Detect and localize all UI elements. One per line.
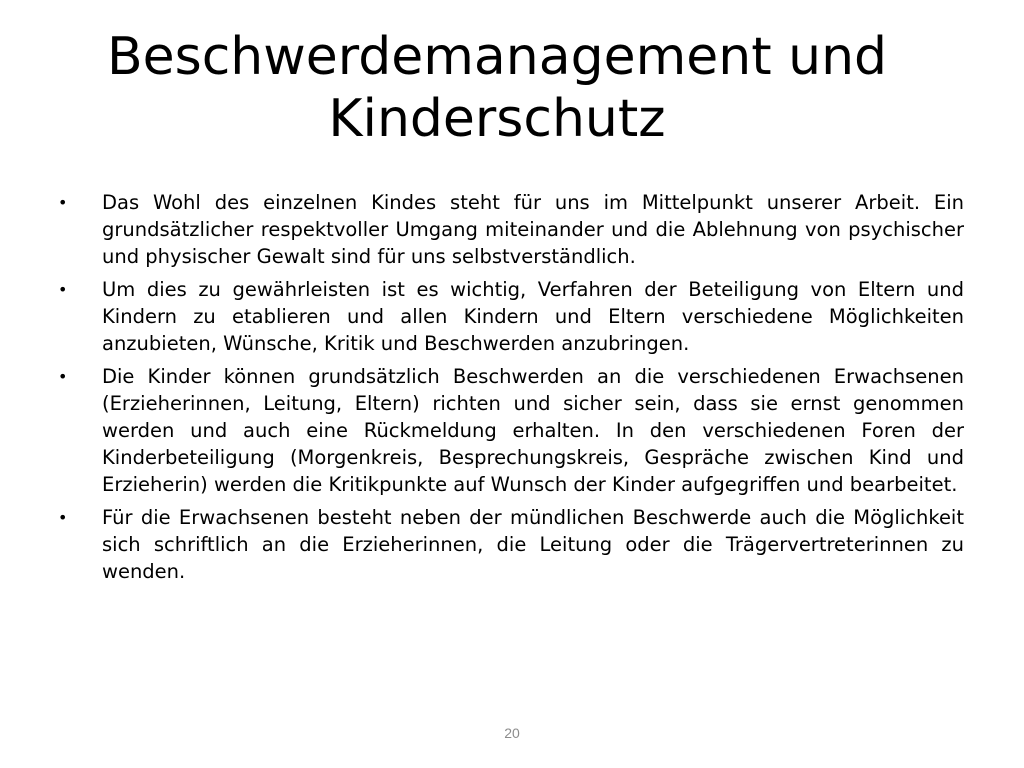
bullet-text: Um dies zu gewährleisten ist es wichtig, Verfahren der Beteiligung von Eltern und Kindern zu etablieren und allen Kindern und Eltern verschiedene Möglichkeiten anzubieten, Wünsche, Kritik und Beschwerden anzubringen. [102, 278, 964, 355]
page-number: 20 [504, 725, 520, 741]
bullet-icon: • [58, 367, 68, 386]
bullet-item-wohl-des-kindes [58, 189, 964, 270]
bullet-text: Für die Erwachsenen besteht neben der mündlichen Beschwerde auch die Möglichkeit sich schriftlich an die Erzieherinnen, die Leitung oder die Trägervertreterinnen zu wenden. [102, 506, 964, 583]
bullet-text: Die Kinder können grundsätzlich Beschwerden an die verschiedenen Erwachsenen (Erzieherinnen, Leitung, Eltern) richten und sicher sein, dass sie ernst genommen werden und auch eine Rückmeldung erhalten. In den verschiedenen Foren der Kinderbeteiligung (Morgenkreis, Besprechungskreis, Gespräche zwischen Kind und Erzieherin) werden die Kritikpunkte auf Wunsch der Kinder aufgegriffen und bearbeitet. [102, 365, 964, 496]
bullet-item-beschwerden-erwachsene [58, 504, 964, 585]
slide-title-line-2: Kinderschutz [328, 89, 666, 149]
bullet-item-beteiligung [58, 276, 964, 357]
slide-title [40, 26, 954, 150]
bullet-icon: • [58, 280, 68, 299]
bullet-icon: • [58, 508, 68, 527]
bullet-item-beschwerden-kinder [58, 363, 964, 498]
slide-title-line-1: Beschwerdemanagement und [106, 27, 888, 87]
bullet-icon: • [58, 193, 68, 212]
bullet-list [58, 189, 964, 591]
bullet-text: Das Wohl des einzelnen Kindes steht für uns im Mittelpunkt unserer Arbeit. Ein grundsätzlicher respektvoller Umgang miteinander und die Ablehnung von psychischer und physischer Gewalt sind für uns selbstverständlich. [102, 191, 964, 268]
